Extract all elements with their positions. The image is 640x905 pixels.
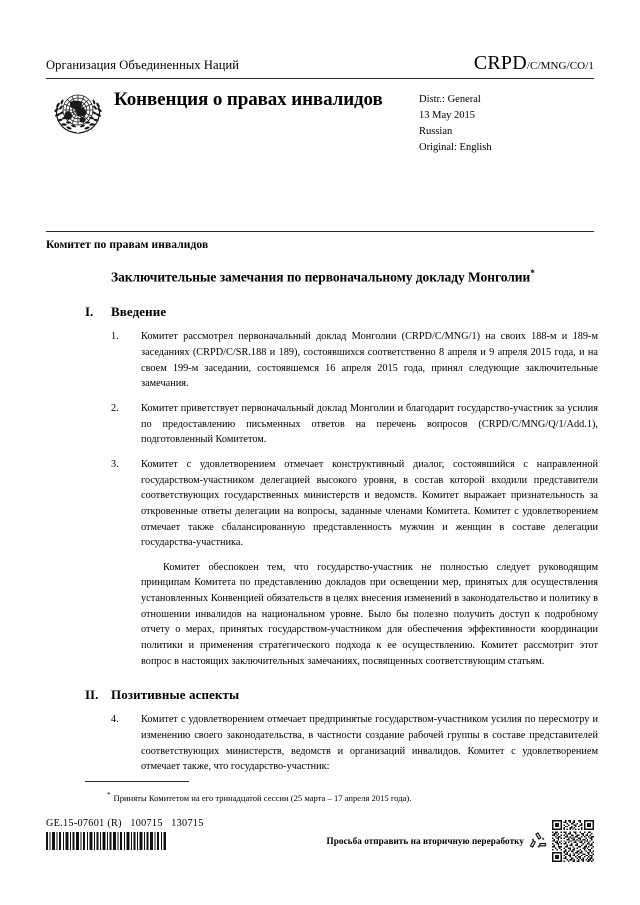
footer-left	[46, 818, 204, 855]
paragraph-number	[111, 560, 141, 669]
organization-name: Организация Объединенных Наций	[46, 58, 240, 72]
recycle-notice: Просьба отправить на вторичную переработку	[326, 835, 524, 846]
page-footer	[46, 818, 594, 876]
committee-divider	[46, 231, 594, 232]
page-title	[111, 268, 551, 286]
footnote	[107, 790, 557, 804]
paragraph-text: Комитет с удовлетворением отмечает конструктивный диалог, состоявшийся с направленной государством-участником делегацией высокого уровня, в состав которой входили представители соответствующих государственных министерств и ведомств. Комитет выражает признательность за откровенные ответы делегации на вопросы, заданные членами Комитета. Комитет с удовлетворением отмечает также сбалансированную представленность мужчин и женщин в составе делегации государства-участника.	[141, 458, 598, 549]
paragraph-unnumbered	[111, 560, 598, 669]
recycling-icon	[527, 830, 549, 852]
page-title-text: Заключительные замечания по первоначальному докладу Монголии	[111, 269, 531, 285]
footnote-marker: *	[107, 791, 111, 799]
section-number: II.	[85, 687, 99, 703]
document-symbol	[474, 52, 594, 75]
convention-title: Конвенция о правах инвалидов	[114, 89, 383, 110]
paragraph-number: 2.	[111, 403, 119, 415]
paragraph-3	[111, 457, 598, 551]
distribution-block	[413, 86, 594, 156]
footnote-separator	[85, 781, 189, 782]
job-number: GE.15-07601 (R)	[46, 818, 122, 829]
job-number-line	[46, 818, 204, 829]
document-body	[85, 268, 598, 775]
committee-name: Комитет по правам инвалидов	[46, 239, 209, 251]
paragraph-2	[111, 401, 598, 448]
un-emblem	[46, 86, 112, 144]
paragraph-text: Комитет рассмотрел первоначальный доклад Монголии (CRPD/C/MNG/1) на своих 188-м и 189-м заседаниях (CRPD/C/SR.188 и 189), состоявшихся соответственно 8 апреля и 9 апреля 2015 года, и на своем 199-м заседании, состоявшемся 16 апреля 2015 года, принял следующие заключительные замечания.	[141, 331, 598, 390]
masthead-body-row	[46, 86, 594, 156]
section-title: Введение	[111, 304, 167, 320]
un-emblem-icon	[46, 87, 110, 139]
footer-right	[327, 820, 594, 862]
paragraph-1	[111, 329, 598, 392]
document-symbol-suffix: /C/MNG/CO/1	[526, 60, 594, 72]
paragraph-number: 4.	[111, 714, 119, 726]
document-original-language: Original: English	[419, 141, 492, 153]
document-date: 13 May 2015	[419, 109, 475, 121]
paragraph-number: 1.	[111, 331, 119, 343]
section-heading-positive-aspects	[85, 687, 595, 703]
section-title: Позитивные аспекты	[111, 687, 240, 703]
qr-code	[552, 820, 594, 862]
document-language: Russian	[419, 125, 453, 137]
paragraph-text: Комитет приветствует первоначальный доклад Монголии и благодарит государство-участник за усилия по предоставлению письменных ответов на перечень вопросов (CRPD/C/MNG/Q/1/Add.1), подготовленный Комитетом.	[141, 403, 598, 446]
paragraph-text: Комитет с удовлетворением отмечает предпринятые государством-участником усилия по пересмотру и изменению своего законодательства, в частности создание рабочей группы в составе представителей соответствующих министерств, ведомств и организаций инвалидов. Комитет с удовлетворением отмечает также, что государство-участник:	[141, 714, 598, 773]
barcode	[46, 832, 170, 850]
masthead-divider	[46, 78, 594, 79]
title-footnote-marker: *	[530, 268, 535, 278]
paragraph-number: 3.	[111, 458, 119, 470]
section-heading-introduction	[85, 304, 595, 320]
distribution-line: Distr.: General	[419, 94, 481, 105]
paragraph-text: Комитет обеспокоен тем, что государство-участник не полностью следует руководящим принципам Комитета по представлению докладов при освещении мер, принятых для осуществления установленных Конвенцией обязательств в целях внесения изменений в законодательство и политику в отношении инвалидов на национальном уровне. Было бы полезно получить доступ к подробному отчету о мерах, принятых государством-участником для обеспечения эффективности координации политики и применения стратегического подхода к ее осуществлению. Комитет рассмотрит этот вопрос в настоящих заключительных замечаниях, посвященных соответствующим статьям.	[141, 561, 598, 667]
date-codes: 100715 130715	[130, 818, 204, 829]
masthead-top-row	[46, 52, 594, 78]
document-symbol-main: CRPD	[473, 52, 527, 74]
masthead	[46, 52, 594, 156]
section-number: I.	[85, 304, 94, 320]
paragraph-4	[111, 712, 598, 775]
footnote-text: Приняты Комитетом на его тринадцатой сессии (25 марта – 17 апреля 2015 года).	[113, 792, 412, 803]
